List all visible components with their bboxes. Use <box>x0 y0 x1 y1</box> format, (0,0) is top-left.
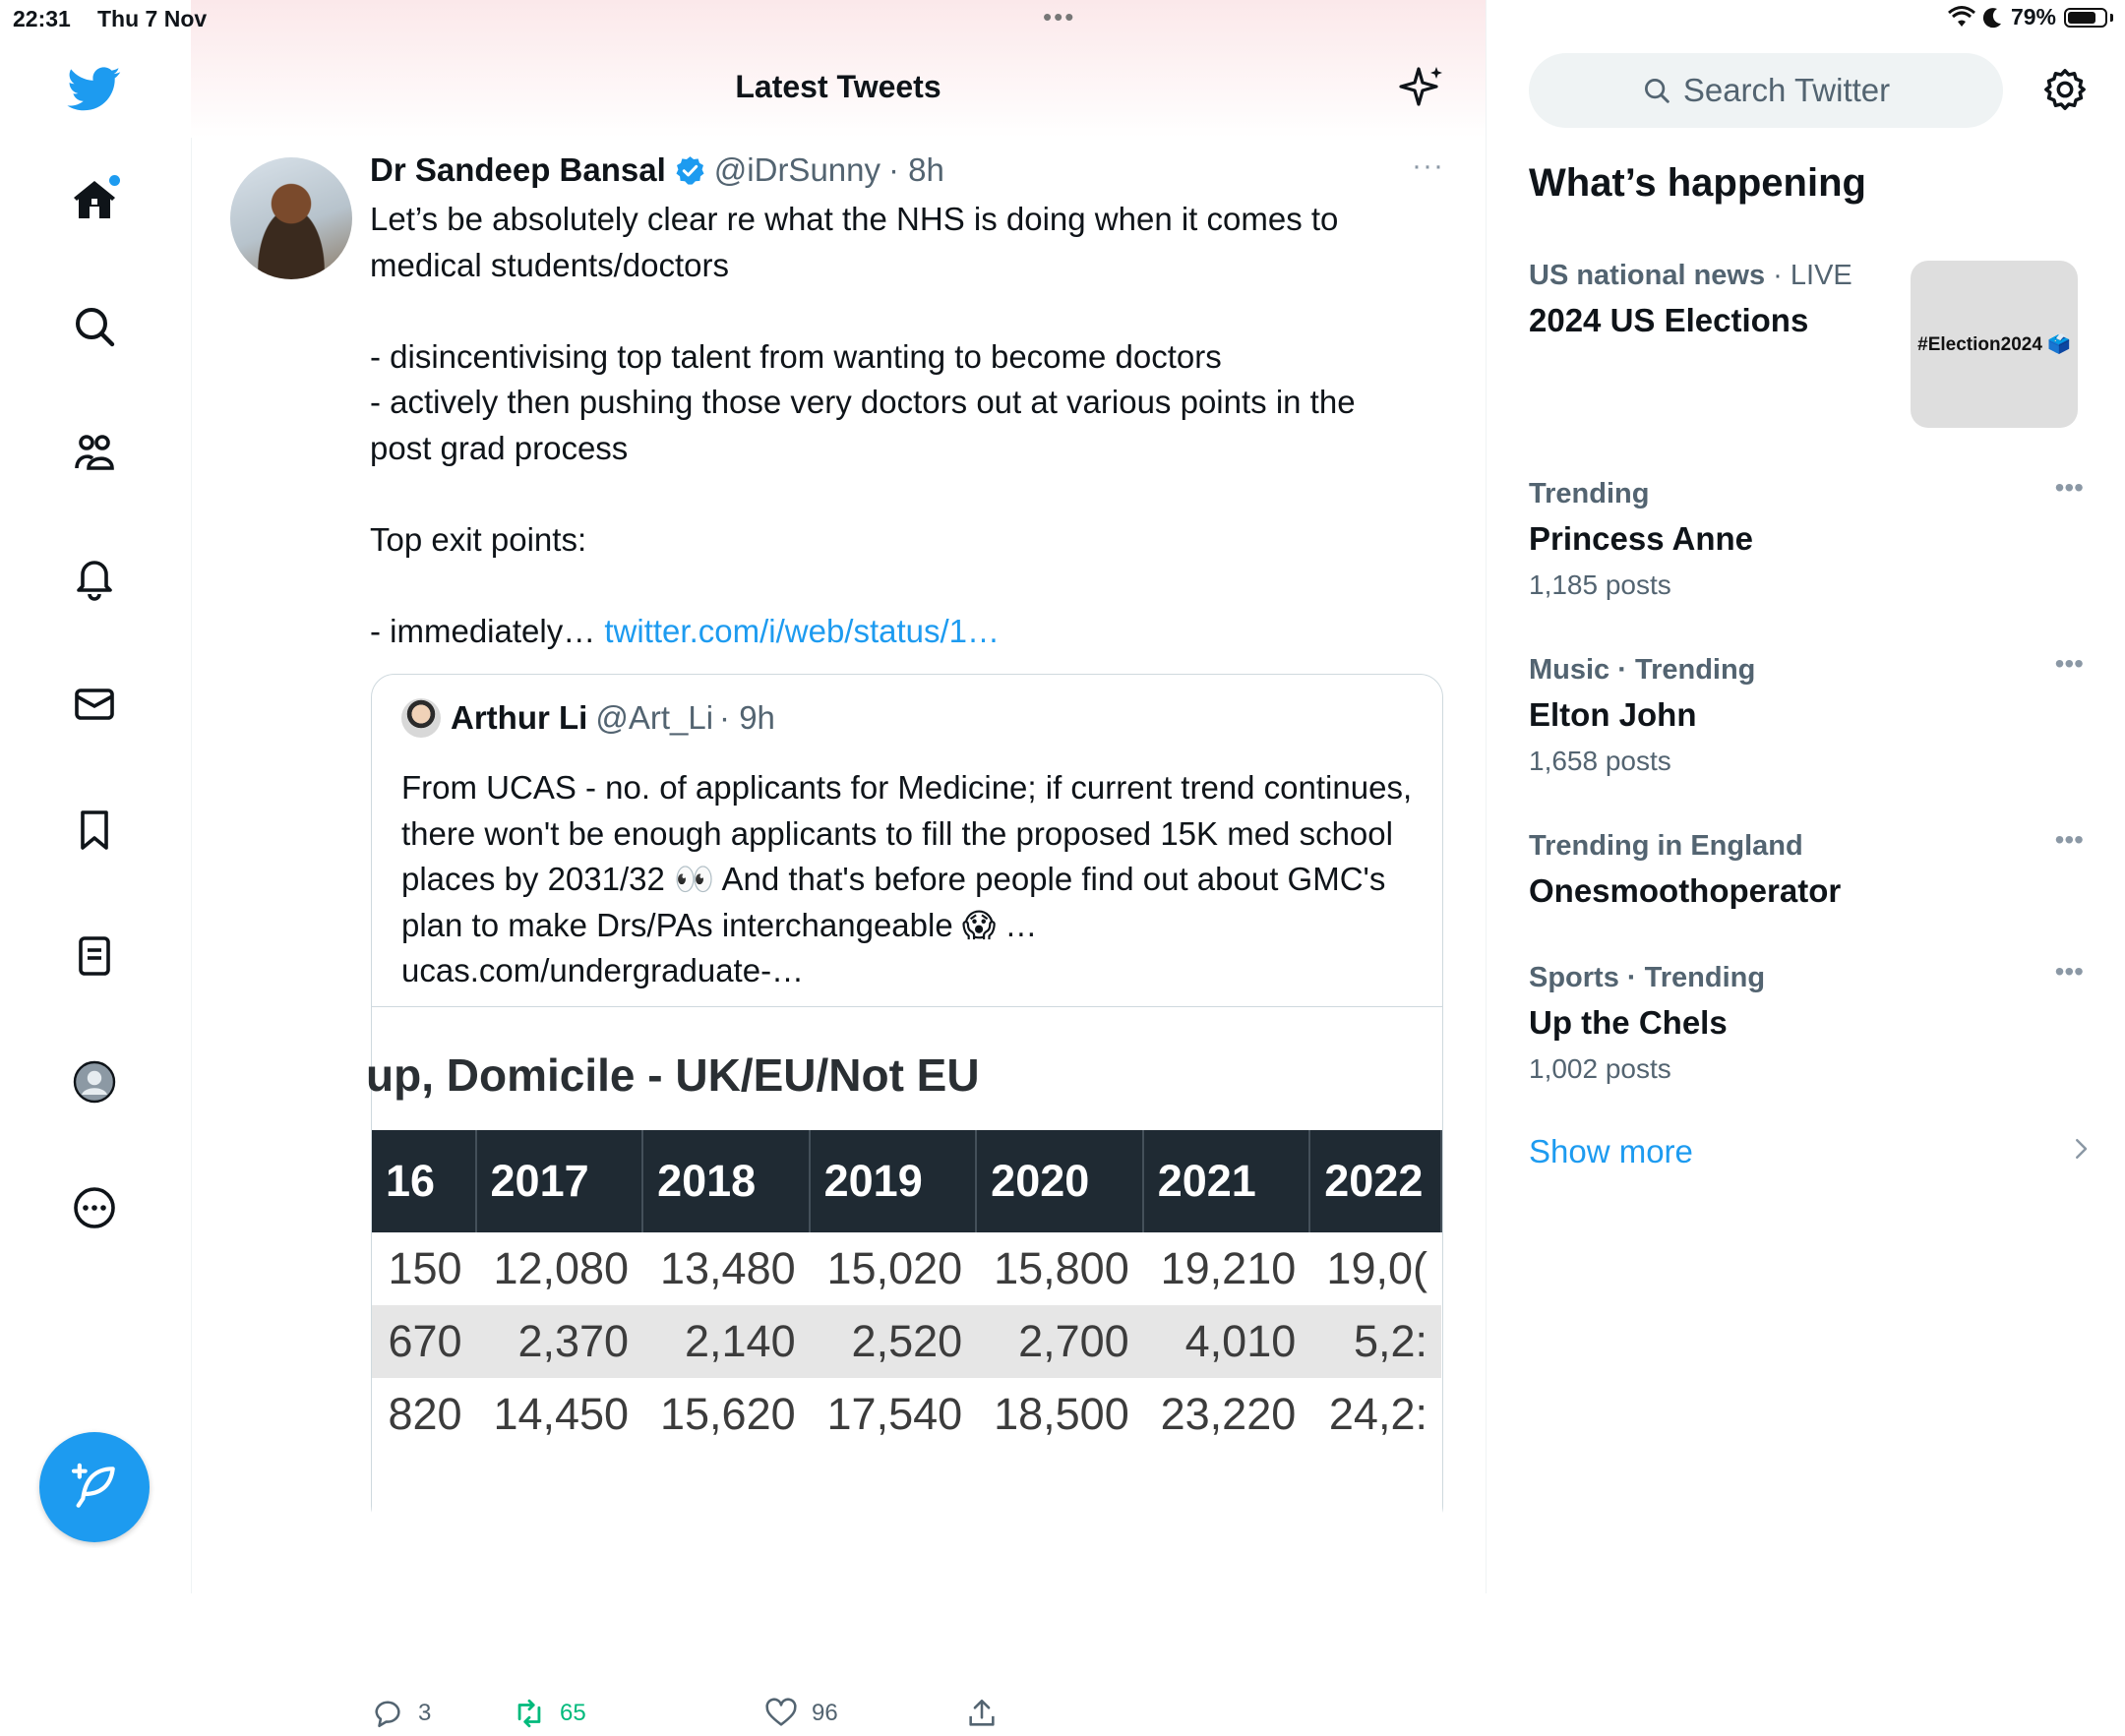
mail-icon <box>71 681 118 728</box>
like-button[interactable] <box>764 1697 838 1730</box>
trend-more-icon[interactable]: ••• <box>2054 824 2084 855</box>
page-title: Latest Tweets <box>735 69 941 104</box>
status-bar <box>0 0 2125 39</box>
more-circle-icon <box>71 1184 118 1231</box>
table-cell: 13,480 <box>659 1243 796 1293</box>
table-cell: 670 <box>372 1305 476 1378</box>
table-header-cell: 2020 <box>976 1130 1143 1232</box>
status-time: 22:31 <box>13 6 71 31</box>
trend-meta: Music · Trending <box>1529 654 1756 686</box>
search-icon <box>1642 76 1671 105</box>
table-header-cell: 16 <box>372 1130 476 1232</box>
reply-icon <box>371 1697 404 1730</box>
multitasking-dots-icon[interactable]: ••• <box>1043 2 1076 31</box>
table-cell: 15,620 <box>659 1389 796 1439</box>
trend-name: Elton John <box>1529 696 1697 733</box>
table-row <box>372 1305 1441 1378</box>
table-cell: 150 <box>388 1243 462 1293</box>
nav-messages[interactable] <box>65 675 124 734</box>
trend-more-icon[interactable]: ••• <box>2054 648 2084 679</box>
table-cell: 2,700 <box>976 1305 1143 1378</box>
nav-notifications[interactable] <box>65 549 124 608</box>
table-cell: 17,540 <box>826 1389 963 1439</box>
table-cell: 14,450 <box>493 1389 630 1439</box>
list-icon <box>71 932 118 980</box>
trend-name: Onesmoothoperator <box>1529 872 1842 909</box>
bell-icon <box>71 555 118 602</box>
status-indicators <box>1948 4 2113 30</box>
table-cell: 24,2: <box>1328 1389 1427 1439</box>
right-sidebar <box>1486 0 2125 1593</box>
sparkle-icon[interactable] <box>1399 63 1446 110</box>
communities-icon <box>71 429 118 476</box>
quote-time[interactable]: · 9h <box>719 699 775 736</box>
left-nav <box>0 0 192 1593</box>
table-cell: 15,800 <box>994 1243 1129 1293</box>
heart-icon <box>764 1697 798 1730</box>
table-header-cell: 2018 <box>642 1130 810 1232</box>
trend-item[interactable] <box>1529 472 2084 601</box>
trend-item[interactable] <box>1529 824 2084 910</box>
table-row <box>372 1378 1441 1451</box>
retweet-count: 65 <box>560 1700 586 1726</box>
table-cell: 18,500 <box>994 1389 1129 1439</box>
tweet-more-icon[interactable]: ··· <box>1412 150 1444 182</box>
author-name[interactable]: Dr Sandeep Bansal <box>370 151 666 188</box>
verified-badge-icon <box>674 154 706 187</box>
table-body <box>372 1232 1441 1451</box>
quoted-tweet[interactable] <box>366 674 1443 1529</box>
author-handle[interactable]: @iDrSunny <box>713 151 881 188</box>
table-cell: 2,520 <box>810 1305 977 1378</box>
battery-percent: 79% <box>2010 4 2056 30</box>
quote-author-handle[interactable]: @Art_Li <box>595 699 714 736</box>
trend-item[interactable] <box>1529 648 2084 777</box>
status-date: Thu 7 Nov <box>97 6 208 31</box>
tweet-text-body: Let’s be absolutely clear re what the NHS is doing when it comes to medical students/doctors - disincentivising top talent from wanting to become doctors - actively then pushing those very doctors out at various points in the post grad process Top exit points: - immediately… <box>370 201 1356 649</box>
trend-category: US national news <box>1529 260 1766 291</box>
table-cell: 2,370 <box>476 1305 643 1378</box>
battery-icon <box>2064 8 2107 28</box>
quote-image[interactable] <box>366 1006 1442 1529</box>
table-cell: 19,0( <box>1326 1243 1427 1293</box>
table-cell: 12,080 <box>493 1243 630 1293</box>
table-cell: 19,210 <box>1160 1243 1297 1293</box>
table-row <box>372 1232 1441 1305</box>
notification-dot <box>109 175 120 186</box>
nav-bookmarks[interactable] <box>65 801 124 860</box>
table-header-cell: 2019 <box>810 1130 977 1232</box>
table-cell: 15,020 <box>826 1243 963 1293</box>
gear-icon[interactable] <box>2042 67 2088 112</box>
nav-home[interactable] <box>65 171 124 230</box>
table-header-cell: 2022 <box>1309 1130 1441 1232</box>
nav-communities[interactable] <box>65 423 124 482</box>
quote-text: From UCAS - no. of applicants for Medicine; if current trend continues, there won't be enough applicants to fill the proposed 15K med school places by 2031/32 👀 And that's before people find out about GMC's plan to make Drs/PAs interchangeable 😱 … ucas.com/undergraduate-… <box>401 769 1413 988</box>
compose-tweet-button[interactable] <box>39 1432 150 1542</box>
trends-title: What’s happening <box>1529 161 1866 205</box>
trend-more-icon[interactable]: ••• <box>2054 472 2084 503</box>
battery-level <box>2068 12 2095 24</box>
tweet-text <box>370 197 1413 654</box>
ucas-table <box>372 1130 1442 1451</box>
table-cell: 820 <box>388 1389 462 1439</box>
show-more-link[interactable]: Show more <box>1529 1133 1693 1169</box>
trend-posts: 1,002 posts <box>1529 1053 1671 1084</box>
table-cell: 5,2: <box>1309 1305 1441 1378</box>
search-icon <box>71 303 118 350</box>
trend-meta: Trending <box>1529 478 1650 509</box>
table-header-row <box>372 1130 1441 1232</box>
share-icon <box>965 1697 999 1730</box>
main-timeline <box>191 0 1487 1726</box>
table-header-cell: 2021 <box>1143 1130 1310 1232</box>
trend-more-icon[interactable]: ••• <box>2054 956 2084 987</box>
quote-author-name[interactable]: Arthur Li <box>451 699 588 736</box>
share-button[interactable] <box>965 1697 999 1730</box>
trend-name: Up the Chels <box>1529 1004 1728 1041</box>
table-header-cell: 2017 <box>476 1130 643 1232</box>
battery-tip <box>2110 14 2113 22</box>
quote-avatar[interactable] <box>401 698 441 738</box>
trend-meta: Trending in England <box>1529 830 1803 862</box>
nav-explore[interactable] <box>65 297 124 356</box>
tweet-time[interactable]: · 8h <box>888 151 944 188</box>
table-cell: 2,140 <box>642 1305 810 1378</box>
quote-header <box>401 698 775 738</box>
like-count: 96 <box>812 1700 838 1726</box>
trend-posts: 1,185 posts <box>1529 569 1671 600</box>
retweet-icon <box>513 1697 546 1730</box>
compose-feather-icon <box>67 1460 122 1515</box>
chevron-right-icon[interactable] <box>2066 1131 2095 1167</box>
bookmark-icon <box>71 807 118 854</box>
trend-posts: 1,658 posts <box>1529 746 1671 776</box>
tweet-header <box>370 151 944 189</box>
moon-icon <box>1983 7 2003 29</box>
retweet-button[interactable] <box>513 1697 586 1730</box>
trend-thumbnail[interactable]: #Election2024 🗳️ <box>1911 261 2078 428</box>
trend-live-label: · LIVE <box>1765 260 1852 291</box>
search-input[interactable] <box>1529 53 2003 128</box>
reply-button[interactable] <box>371 1697 431 1730</box>
nav-more[interactable] <box>65 1178 124 1237</box>
avatar[interactable] <box>230 157 352 279</box>
trend-item[interactable] <box>1529 956 2084 1085</box>
nav-lists[interactable] <box>65 927 124 986</box>
tweet-actions <box>371 1697 1414 1736</box>
search-placeholder: Search Twitter <box>1682 72 1891 108</box>
tweet-link[interactable]: twitter.com/i/web/status/1… <box>604 612 1001 649</box>
nav-profile[interactable] <box>65 1052 124 1111</box>
trend-name: 2024 US Elections <box>1529 302 1809 338</box>
trend-name: Princess Anne <box>1529 520 1754 557</box>
wifi-icon <box>1948 7 1975 29</box>
twitter-logo-icon[interactable] <box>65 59 124 118</box>
table-cell: 23,220 <box>1160 1389 1297 1439</box>
table-cell: 4,010 <box>1143 1305 1310 1378</box>
image-caption: up, Domicile - UK/EU/Not EU <box>366 1049 980 1101</box>
reply-count: 3 <box>418 1700 432 1726</box>
trend-meta: Sports · Trending <box>1529 962 1766 993</box>
profile-avatar-icon <box>71 1058 118 1106</box>
